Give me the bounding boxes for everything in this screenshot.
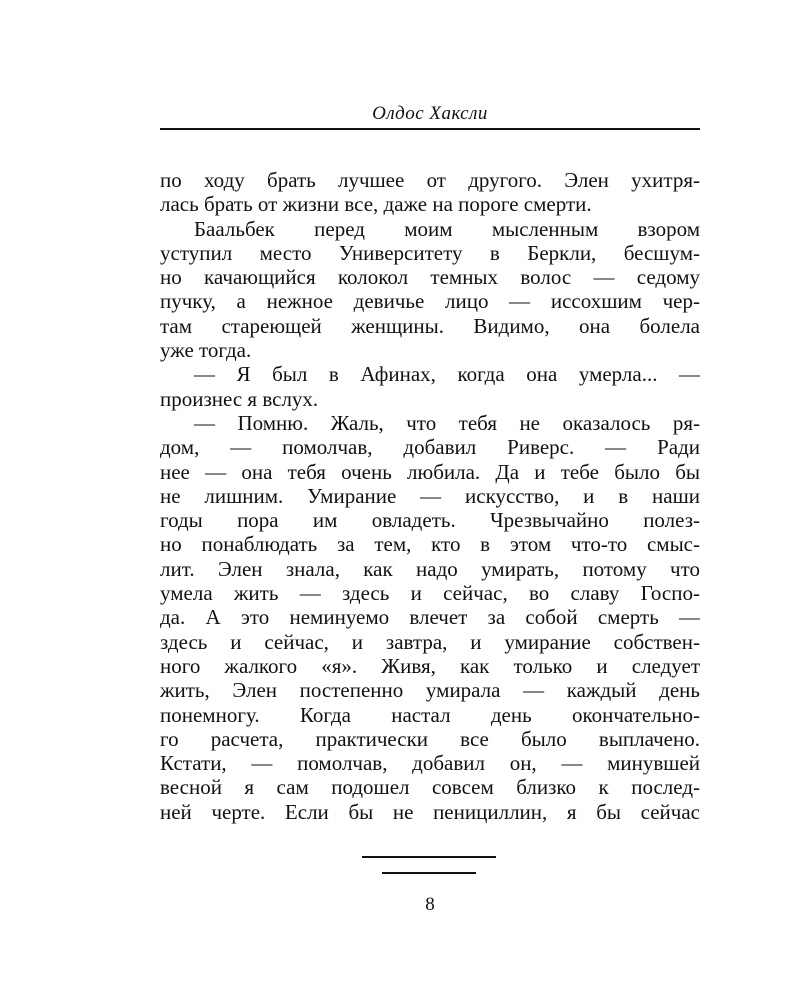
text-line: лась брать от жизни все, даже на пороге смерти.: [160, 192, 592, 217]
text-line: дом, — помолчав, добавил Риверс. — Ради: [160, 435, 700, 460]
text-line: понемногу. Когда настал день окончательно-: [160, 702, 700, 727]
text-line: здесь и сейчас, и завтра, и умирание собствен-: [160, 629, 700, 654]
page-number: 8: [425, 894, 435, 915]
text-line: но понаблюдать за тем, кто в этом что-то смыс-: [160, 532, 700, 557]
text-line: нее — она тебя очень любила. Да и тебе было бы: [160, 459, 700, 484]
text-line: умела жить — здесь и сейчас, во славу Госпо-: [160, 581, 700, 606]
text-line: го расчета, практически все было выплачено.: [160, 726, 700, 751]
text-line: по ходу брать лучшее от другого. Элен ухитря-: [160, 168, 700, 192]
text-line: ного жалкого «я». Живя, как только и следует: [160, 653, 700, 678]
text-line: пучку, а нежное девичье лицо — иссохшим чер-: [160, 289, 700, 314]
text-line: Кстати, — помолчав, добавил он, — минувшей: [160, 751, 700, 776]
text-line: — Помню. Жаль, что тебя не оказалось ря-: [194, 410, 700, 435]
text-line: лит. Элен знала, как надо умирать, потому что: [160, 556, 700, 581]
text-line: да. А это неминуемо влечет за собой смерть —: [160, 605, 700, 630]
text-line: ней черте. Если бы не пенициллин, я бы сейчас: [160, 799, 700, 824]
body-text: [160, 168, 700, 824]
text-line: жить, Элен постепенно умирала — каждый день: [160, 678, 700, 703]
text-line: уже тогда.: [160, 338, 252, 363]
text-line: весной я сам подошел совсем близко к послед-: [160, 775, 700, 800]
text-line: произнес я вслух.: [160, 386, 319, 411]
text-line: годы пора им овладеть. Чрезвычайно полез-: [160, 508, 700, 533]
running-head-author: Олдос Хаксли: [372, 103, 488, 124]
text-line: не лишним. Умирание — искусство, и в наши: [160, 483, 700, 508]
footer-rule-long: [362, 856, 496, 858]
text-line: Баальбек перед моим мысленным взором: [194, 216, 700, 241]
text-line: — Я был в Афинах, когда она умерла... —: [194, 362, 700, 387]
text-line: уступил место Университету в Беркли, бесшум-: [160, 240, 700, 265]
header-rule: [160, 128, 700, 130]
footer-rule-short: [382, 872, 476, 874]
text-line: там стареющей женщины. Видимо, она болела: [160, 313, 700, 338]
text-line: но качающийся колокол темных волос — седому: [160, 265, 700, 290]
